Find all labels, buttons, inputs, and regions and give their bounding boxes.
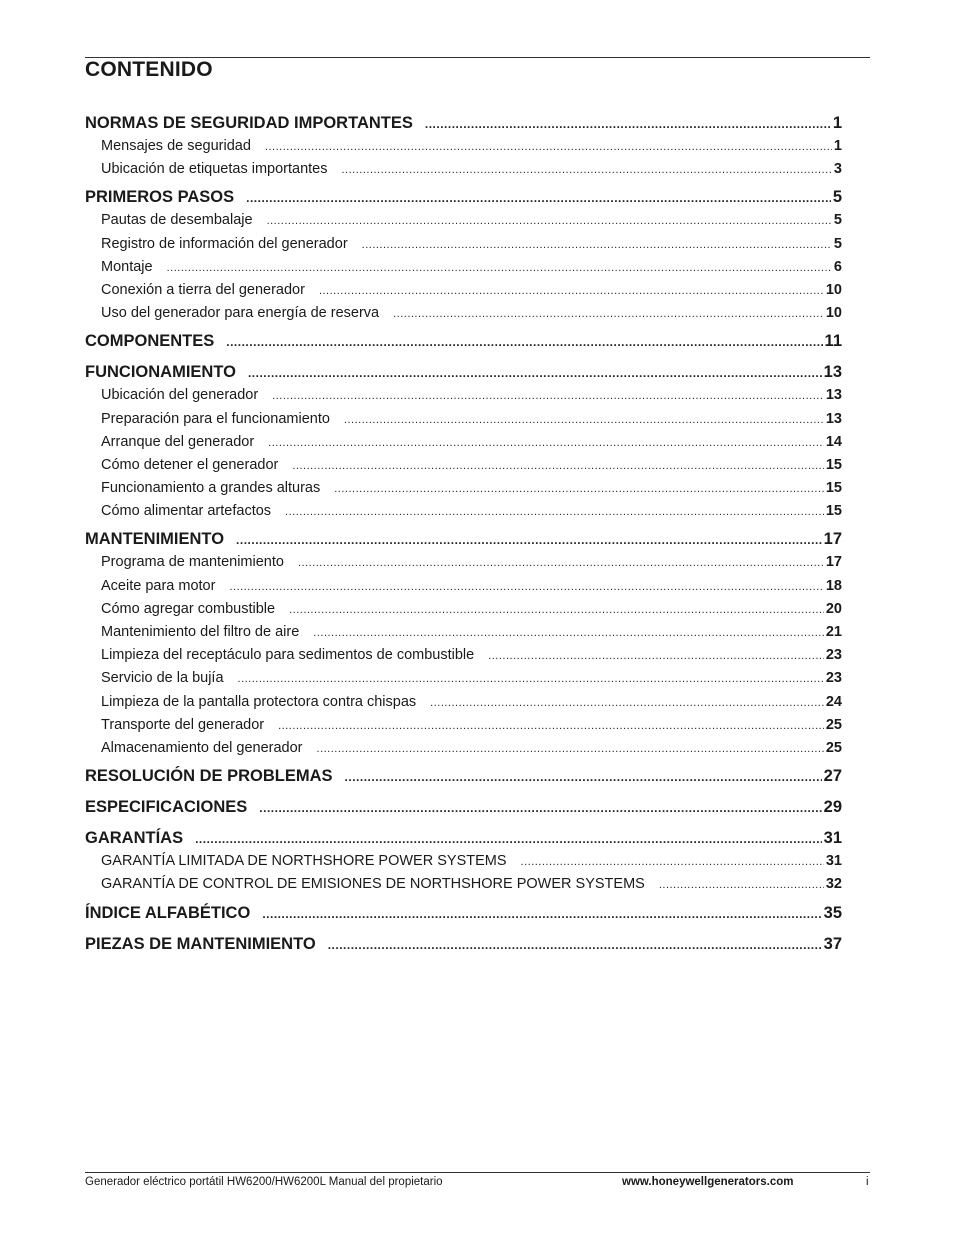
toc-entry[interactable] xyxy=(85,554,842,577)
toc-section-title: FUNCIONAMIENTO xyxy=(85,363,236,382)
toc-dot-leader xyxy=(393,308,824,320)
toc-entry[interactable] xyxy=(85,480,842,503)
toc-entry[interactable] xyxy=(85,601,842,624)
toc-entry-title: Transporte del generador xyxy=(101,716,265,733)
toc-section-page: 17 xyxy=(823,530,842,549)
toc-section-page: 5 xyxy=(832,188,842,207)
toc-entry-title: Cómo detener el generador xyxy=(101,456,279,473)
toc-entry-title: Preparación para el funcionamiento xyxy=(101,410,330,427)
toc-entry-page: 17 xyxy=(825,554,842,571)
toc-entry-title: Cómo agregar combustible xyxy=(101,600,276,617)
toc-entry[interactable] xyxy=(85,740,842,763)
toc-entry-title: Cómo alimentar artefactos xyxy=(101,503,272,520)
toc-entry-title: Arranque del generador xyxy=(101,433,255,450)
toc-entry-page: 15 xyxy=(825,456,842,473)
toc-section-page: 31 xyxy=(823,829,842,848)
toc-entry-page: 21 xyxy=(825,624,842,640)
toc-entry[interactable] xyxy=(85,212,842,235)
toc-entry[interactable] xyxy=(85,387,842,410)
toc-section[interactable] xyxy=(85,935,842,959)
toc-dot-leader xyxy=(246,191,831,205)
toc-entry-page: 13 xyxy=(825,410,842,427)
toc-entry-page: 10 xyxy=(825,281,842,298)
toc-dot-leader xyxy=(285,506,824,518)
toc-dot-leader xyxy=(195,832,822,846)
toc-entry[interactable] xyxy=(85,578,842,601)
toc-entry[interactable] xyxy=(85,853,842,876)
toc-entry-title: Registro de información del generador xyxy=(101,235,348,252)
toc-dot-leader xyxy=(430,697,824,709)
toc-section[interactable] xyxy=(85,188,842,212)
toc-entry-page: 5 xyxy=(833,212,842,229)
toc-entry-title: Pautas de desembalaje xyxy=(101,212,253,229)
toc-entry[interactable] xyxy=(85,647,842,670)
toc-section-title: RESOLUCIÓN DE PROBLEMAS xyxy=(85,767,333,786)
page-title: CONTENIDO xyxy=(85,58,213,81)
toc-entry[interactable] xyxy=(85,503,842,526)
toc-section[interactable] xyxy=(85,530,842,554)
toc-entry-title: Mensajes de seguridad xyxy=(101,138,251,154)
toc-dot-leader xyxy=(328,938,822,952)
toc-dot-leader xyxy=(236,533,822,547)
toc-dot-leader xyxy=(289,604,824,616)
toc-entry[interactable] xyxy=(85,411,842,434)
toc-section-page: 27 xyxy=(823,767,842,786)
toc-entry-title: Conexión a tierra del generador xyxy=(101,281,305,298)
toc-entry-page: 32 xyxy=(825,876,842,893)
toc-dot-leader xyxy=(248,366,822,380)
toc-dot-leader xyxy=(292,460,824,472)
toc-section-title: PIEZAS DE MANTENIMIENTO xyxy=(85,934,316,953)
toc-dot-leader xyxy=(278,720,824,732)
toc-entry-page: 18 xyxy=(825,577,842,594)
toc-entry-page: 23 xyxy=(825,670,842,687)
toc-section[interactable] xyxy=(85,114,842,138)
toc-entry[interactable] xyxy=(85,717,842,740)
footer-website: www.honeywellgenerators.com xyxy=(622,1176,794,1188)
toc-dot-leader xyxy=(313,627,824,639)
toc-entry-title: Programa de mantenimiento xyxy=(101,554,284,571)
toc-dot-leader xyxy=(362,239,832,251)
toc-entry-page: 15 xyxy=(825,480,842,497)
toc-entry-title: Limpieza de la pantalla protectora contra chispas xyxy=(101,693,417,710)
toc-entry-page: 25 xyxy=(825,716,842,733)
toc-entry-title: Servicio de la bujía xyxy=(101,670,224,687)
toc-section-page: 1 xyxy=(832,114,842,132)
toc-entry[interactable] xyxy=(85,434,842,457)
toc-section[interactable] xyxy=(85,767,842,791)
toc-entry-title: Aceite para motor xyxy=(101,577,216,594)
toc-entry-title: Montaje xyxy=(101,258,153,275)
toc-entry-title: Uso del generador para energía de reserva xyxy=(101,305,380,322)
toc-dot-leader xyxy=(334,483,824,495)
toc-dot-leader xyxy=(226,335,822,349)
toc-section[interactable] xyxy=(85,904,842,928)
toc-entry-page: 31 xyxy=(825,853,842,870)
toc-entry-page: 13 xyxy=(825,387,842,404)
toc-section[interactable] xyxy=(85,829,842,853)
toc-entry-page: 25 xyxy=(825,739,842,756)
footer-page-number: i xyxy=(866,1176,869,1188)
toc-section-title: NORMAS DE SEGURIDAD IMPORTANTES xyxy=(85,114,413,132)
toc-section-page: 11 xyxy=(824,332,842,351)
toc-entry-page: 3 xyxy=(833,161,842,178)
toc-dot-leader xyxy=(659,879,824,891)
toc-section-title: MANTENIMIENTO xyxy=(85,530,225,549)
toc-entry-title: Mantenimiento del filtro de aire xyxy=(101,624,300,640)
toc-section-page: 29 xyxy=(823,798,842,817)
toc-entry-page: 10 xyxy=(825,305,842,322)
toc-entry[interactable] xyxy=(85,694,842,717)
toc-section-title: ÍNDICE ALFABÉTICO xyxy=(85,903,251,922)
toc-entry-page: 24 xyxy=(825,693,842,710)
toc-entry-title: GARANTÍA DE CONTROL DE EMISIONES DE NORTHSHORE POWER SYSTEMS xyxy=(101,876,645,893)
toc-dot-leader xyxy=(262,907,821,921)
table-of-contents xyxy=(85,114,842,959)
toc-dot-leader xyxy=(238,673,824,685)
toc-section[interactable] xyxy=(85,332,842,356)
toc-dot-leader xyxy=(272,390,824,402)
toc-entry-page: 1 xyxy=(833,138,842,154)
toc-entry-title: Limpieza del receptáculo para sedimentos de combustible xyxy=(101,647,475,664)
toc-section-title: COMPONENTES xyxy=(85,332,215,351)
toc-dot-leader xyxy=(425,117,831,131)
toc-dot-leader xyxy=(342,164,832,176)
toc-section[interactable] xyxy=(85,798,842,822)
toc-entry-page: 14 xyxy=(825,433,842,450)
toc-dot-leader xyxy=(229,581,823,593)
toc-entry-title: Ubicación del generador xyxy=(101,387,259,404)
toc-dot-leader xyxy=(488,650,824,662)
toc-dot-leader xyxy=(259,801,821,815)
toc-entry-title: Funcionamiento a grandes alturas xyxy=(101,480,321,497)
toc-entry[interactable] xyxy=(85,457,842,480)
toc-entry[interactable] xyxy=(85,624,842,647)
toc-entry-title: GARANTÍA LIMITADA DE NORTHSHORE POWER SYSTEMS xyxy=(101,853,507,870)
toc-dot-leader xyxy=(521,856,824,868)
toc-entry[interactable] xyxy=(85,259,842,282)
toc-section-title: ESPECIFICACIONES xyxy=(85,798,248,817)
toc-entry-page: 5 xyxy=(833,235,842,252)
toc-entry[interactable] xyxy=(85,305,842,328)
toc-entry-page: 6 xyxy=(833,258,842,275)
toc-dot-leader xyxy=(267,215,832,227)
toc-section-title: PRIMEROS PASOS xyxy=(85,188,235,207)
toc-dot-leader xyxy=(298,557,824,569)
bottom-rule xyxy=(85,1172,870,1173)
toc-entry[interactable] xyxy=(85,670,842,693)
footer-manual-title: Generador eléctrico portátil HW6200/HW6200L Manual del propietario xyxy=(85,1176,443,1188)
toc-section[interactable] xyxy=(85,363,842,387)
toc-entry[interactable] xyxy=(85,876,842,899)
toc-section-page: 13 xyxy=(823,363,842,382)
toc-dot-leader xyxy=(317,743,824,755)
toc-section-page: 37 xyxy=(823,934,842,953)
toc-entry[interactable] xyxy=(85,236,842,259)
toc-entry-page: 23 xyxy=(825,647,842,664)
toc-entry[interactable] xyxy=(85,161,842,184)
toc-dot-leader xyxy=(265,141,832,153)
toc-entry[interactable] xyxy=(85,282,842,305)
toc-section-page: 35 xyxy=(823,903,842,922)
toc-section-title: GARANTÍAS xyxy=(85,829,184,848)
toc-entry-title: Almacenamiento del generador xyxy=(101,739,303,756)
toc-dot-leader xyxy=(344,414,824,426)
toc-dot-leader xyxy=(319,285,824,297)
toc-entry-page: 15 xyxy=(825,503,842,520)
toc-dot-leader xyxy=(167,262,832,274)
toc-dot-leader xyxy=(345,770,822,784)
toc-entry-title: Ubicación de etiquetas importantes xyxy=(101,161,328,178)
toc-entry-page: 20 xyxy=(825,600,842,617)
toc-dot-leader xyxy=(268,437,824,449)
toc-entry[interactable] xyxy=(85,138,842,161)
